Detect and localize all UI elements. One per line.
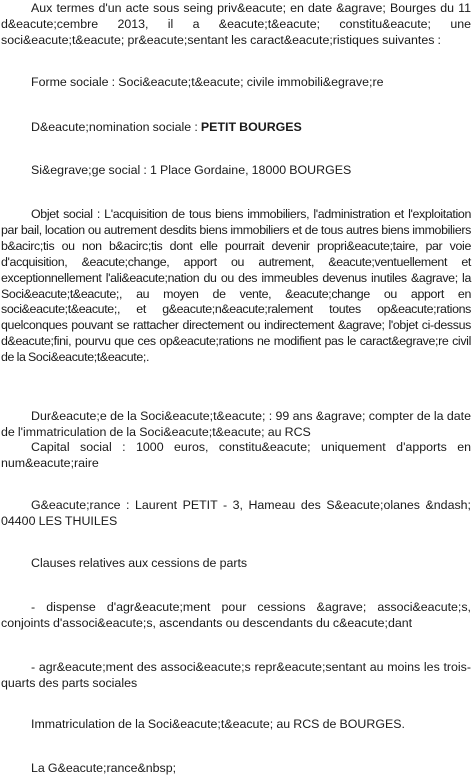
gerance-paragraph: G&eacute;rance : Laurent PETIT - 3, Hameau des S&eacute;olanes &ndash; 04400 LES THUILES	[1, 498, 471, 528]
immatriculation-line: Immatriculation de la Soci&eacute;t&eacute; au RCS de BOURGES.	[31, 717, 405, 731]
signature-line: La G&eacute;rance&nbsp;	[31, 761, 177, 775]
intro-paragraph: Aux termes d'un acte sous seing priv&eacute; en date &agrave; Bourges du 11 d&eacute;cembre 2013, il a &eacute;t&eacute; constitu&eacute; une soci&eacute;t&eacute; pr&eacute;sentant les caract&eacute;ristiques suivantes :	[1, 1, 471, 47]
forme-sociale-line: Forme sociale : Soci&eacute;t&eacute; civile immobili&egrave;re	[31, 75, 384, 89]
denomination-label: D&eacute;nomination sociale :	[31, 120, 201, 134]
clause-agrement-paragraph: - agr&eacute;ment des associ&eacute;s repr&eacute;sentant au moins les trois-quarts des parts sociales	[1, 660, 471, 690]
duree-paragraph: Dur&eacute;e de la Soci&eacute;t&eacute; : 99 ans &agrave; compter de la date de l'immatriculation de la Soci&eacute;t&eacute; au RCS	[1, 409, 471, 439]
objet-social-paragraph: Objet social : L'acquisition de tous biens immobiliers, l'administration et l'exploitation par bail, location ou autrement desdits biens immobiliers et de tous autres biens immobiliers b&acirc;tis ou non b&acirc;tis dont elle pourrait devenir propri&eacute;taire, par voie d'acquisition, &eacute;change, apport ou autrement, &eacute;ventuellement et exceptionnellement l'ali&eacute;nation du ou des immeubles devenus inutiles &agrave; la Soci&eacute;t&eacute;, au moyen de vente, &eacute;change ou apport en soci&eacute;t&eacute;, et g&eacute;n&eacute;ralement toutes op&eacute;rations quelconques pouvant se rattacher directement ou indirectement &agrave; l'objet ci-dessus d&eacute;fini, pourvu que ces op&eacute;rations ne modifient pas le caract&egrave;re civil de la Soci&eacute;t&eacute;.	[1, 207, 471, 365]
capital-social-paragraph: Capital social : 1000 euros, constitu&eacute; uniquement d'apports en num&eacute;raire	[1, 440, 471, 470]
clause-dispense-paragraph: - dispense d'agr&eacute;ment pour cessions &agrave; associ&eacute;s, conjoints d'associ&eacute;s, ascendants ou descendants du c&eacute;dant	[1, 600, 471, 630]
denomination-value: PETIT BOURGES	[200, 120, 302, 134]
clauses-title: Clauses relatives aux cessions de parts	[31, 556, 248, 570]
denomination-line	[1, 120, 471, 136]
siege-social-line: Si&egrave;ge social : 1 Place Gordaine, 18000 BOURGES	[31, 163, 352, 177]
